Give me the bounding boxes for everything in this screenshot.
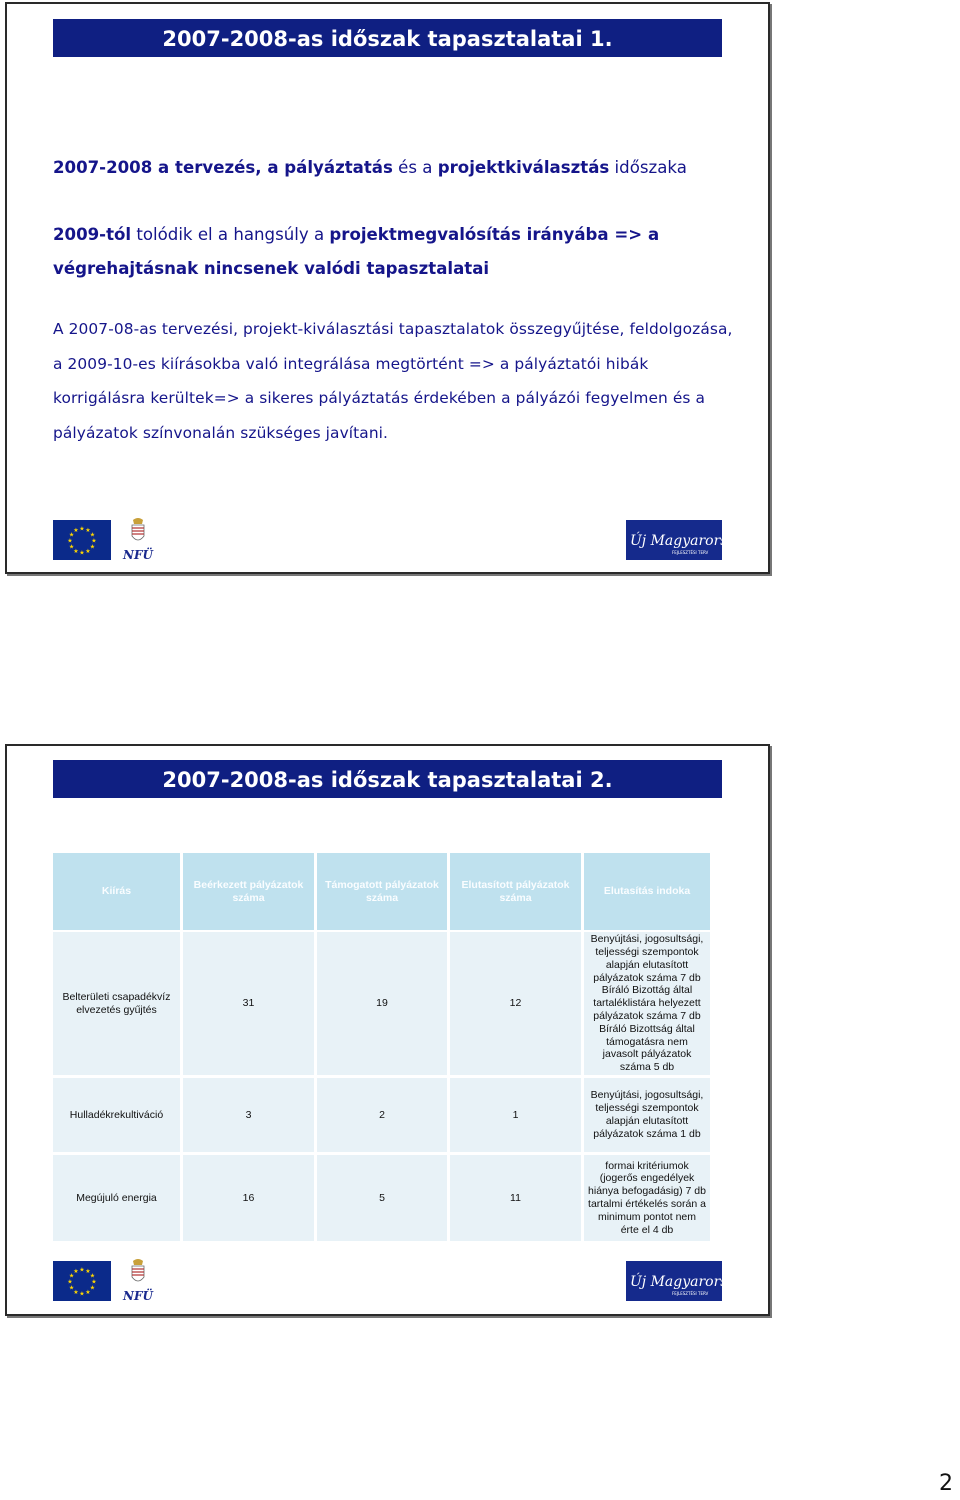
uj-magyarorszag-text: Új Magyarország xyxy=(630,533,753,549)
text-run: és a xyxy=(392,158,438,177)
table-cell: 11 xyxy=(450,1155,581,1241)
eu-flag-logo xyxy=(53,520,111,560)
svg-text:★: ★ xyxy=(73,527,79,535)
text-run: 2009-tól xyxy=(53,225,132,244)
svg-text:★: ★ xyxy=(89,531,96,539)
table-cell: Benyújtási, jogosultsági, teljességi szempontok alapján elutasított pályázatok száma 7 db Bíráló Bizottág által tartaléklistára helyezett pályázatok száma 7 db Bíráló Bizottság által támogatásra nem javasolt pályázatok száma 5 db xyxy=(584,932,710,1075)
svg-text:★: ★ xyxy=(68,1272,75,1280)
hungarian-crest-icon xyxy=(121,1257,155,1287)
uj-magyarorszag-subtitle: FEJLESZTÉSI TERV xyxy=(672,550,709,555)
svg-text:★: ★ xyxy=(67,1278,73,1286)
nfu-text: NFÜ xyxy=(123,548,153,562)
table-cell: Belterületi csapadékvíz elvezetés gyűjtés xyxy=(53,932,180,1075)
svg-text:★: ★ xyxy=(89,1272,96,1280)
nfu-logo xyxy=(121,1257,155,1303)
svg-text:★: ★ xyxy=(85,1268,91,1276)
text-run: projektmegvalósítás irányába => a végrehajtásnak nincsenek valódi tapasztalatai xyxy=(53,225,660,278)
svg-text:★: ★ xyxy=(79,549,85,557)
svg-text:★: ★ xyxy=(68,1284,75,1292)
text-run: 2007-2008 a tervezés, a pályáztatás xyxy=(53,158,393,177)
svg-text:★: ★ xyxy=(68,543,75,551)
text-run: tolódik el a hangsúly a xyxy=(131,225,330,244)
uj-magyarorszag-logo xyxy=(626,520,753,560)
uj-magyarorszag-text: Új Magyarország xyxy=(630,1274,753,1290)
table-cell: 19 xyxy=(317,932,447,1075)
table-header-cell: Beérkezett pályázatok száma xyxy=(183,853,314,930)
slide-2 xyxy=(5,744,770,1316)
svg-text:★: ★ xyxy=(85,527,91,535)
slide-title: 2007-2008-as időszak tapasztalatai 2. xyxy=(53,760,722,798)
svg-text:★: ★ xyxy=(79,1266,85,1274)
text-run: projektkiválasztás xyxy=(437,158,610,177)
table-header-cell: Elutasított pályázatok száma xyxy=(450,853,581,930)
table-cell: 3 xyxy=(183,1078,314,1152)
svg-text:★: ★ xyxy=(73,1268,79,1276)
nfu-logo xyxy=(121,516,155,562)
svg-text:★: ★ xyxy=(79,1290,85,1298)
svg-text:★: ★ xyxy=(85,547,91,555)
paragraph-2 xyxy=(53,218,743,286)
svg-text:★: ★ xyxy=(89,543,96,551)
eu-flag-logo xyxy=(53,1261,111,1301)
table-cell: 1 xyxy=(450,1078,581,1152)
slide-title: 2007-2008-as időszak tapasztalatai 1. xyxy=(53,19,722,57)
table-cell: 12 xyxy=(450,932,581,1075)
table-header-cell: Elutasítás indoka xyxy=(584,853,710,930)
table-cell: Megújuló energia xyxy=(53,1155,180,1241)
svg-text:★: ★ xyxy=(85,1288,91,1296)
table-header-cell: Kiírás xyxy=(53,853,180,930)
eu-stars-icon xyxy=(53,520,111,560)
paragraph-3: A 2007-08-as tervezési, projekt-kiválasztási tapasztalatok összegyűjtése, feldolgozása, a 2009-10-es kiírásokba való integrálása megtörtént => a pályáztatói hibák korrigálásra kerültek=> a sikeres pályáztatás érdekében a pályázói fegyelmen és a pályázatok színvonalán szükséges javítani. xyxy=(53,320,733,442)
table-header-cell: Támogatott pályázatok száma xyxy=(317,853,447,930)
table-cell: 5 xyxy=(317,1155,447,1241)
paragraph-1 xyxy=(53,151,743,185)
svg-text:★: ★ xyxy=(73,1288,79,1296)
table-cell: 2 xyxy=(317,1078,447,1152)
eu-stars-icon xyxy=(53,1261,111,1301)
table-cell: 31 xyxy=(183,932,314,1075)
page-number: 2 xyxy=(939,1471,953,1496)
table-cell: formai kritériumok (jogerős engedélyek hiánya befogadásig) 7 db tartalmi értékelés során a minimum pontot nem érte el 4 db xyxy=(584,1155,710,1241)
table-cell: 16 xyxy=(183,1155,314,1241)
svg-text:★: ★ xyxy=(91,1278,97,1286)
text-run: időszaka xyxy=(609,158,687,177)
slide-1 xyxy=(5,2,770,574)
svg-text:★: ★ xyxy=(67,537,73,545)
nfu-text: NFÜ xyxy=(123,1289,153,1303)
table-cell: Hulladékrekultiváció xyxy=(53,1078,180,1152)
table-cell: Benyújtási, jogosultsági, teljességi szempontok alapján elutasított pályázatok száma 1 db xyxy=(584,1078,710,1152)
hungarian-crest-icon xyxy=(121,516,155,546)
svg-text:★: ★ xyxy=(68,531,75,539)
svg-text:★: ★ xyxy=(79,525,85,533)
uj-magyarorszag-logo xyxy=(626,1261,753,1301)
uj-magyarorszag-subtitle: FEJLESZTÉSI TERV xyxy=(672,1291,709,1296)
svg-text:★: ★ xyxy=(89,1284,96,1292)
svg-text:★: ★ xyxy=(73,547,79,555)
svg-text:★: ★ xyxy=(91,537,97,545)
